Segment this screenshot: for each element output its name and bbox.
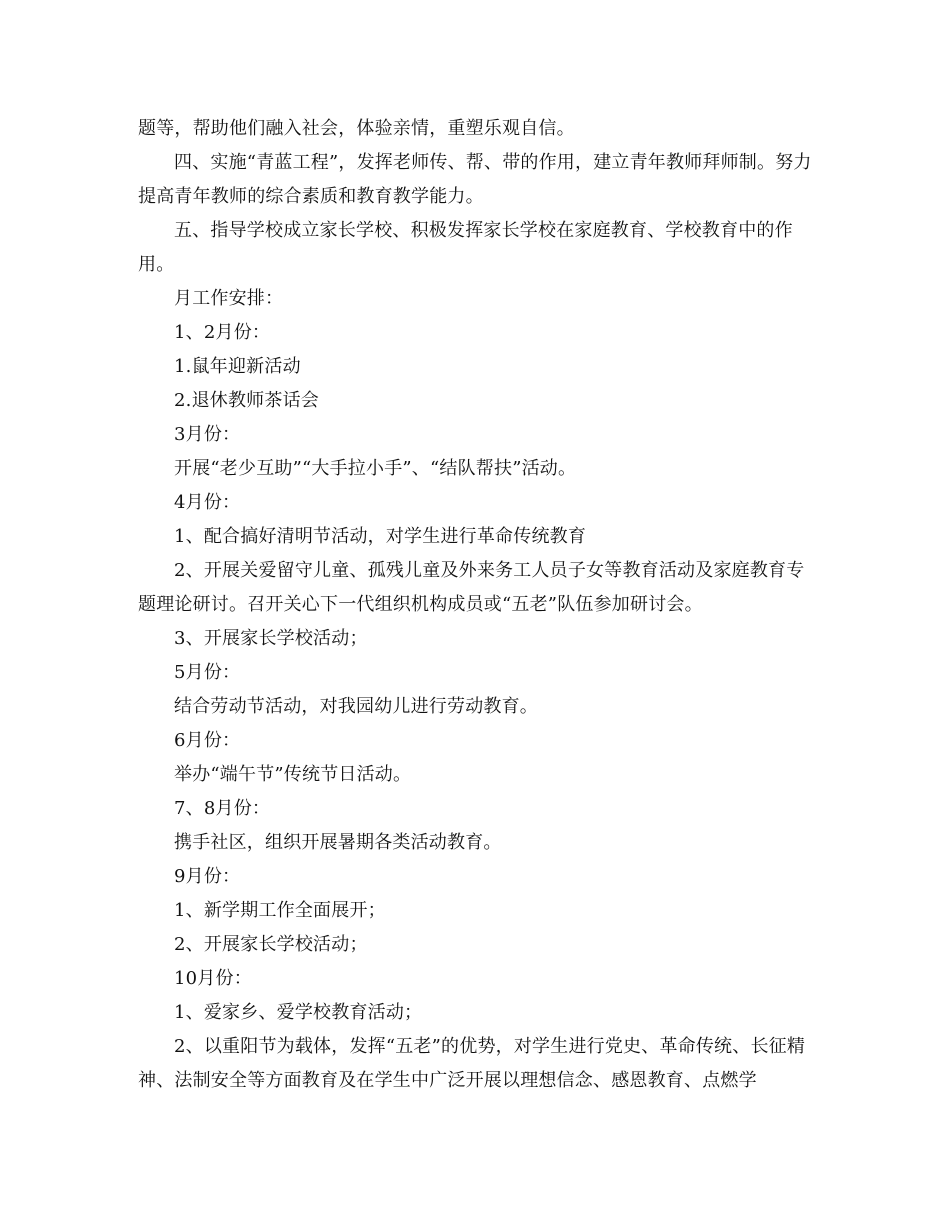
list-item: 举办“端午节”传统节日活动。	[174, 764, 412, 785]
paragraph: 五、指导学校成立家长学校、积极发挥家长学校在家庭教育、学校教育中的作用。	[138, 220, 793, 275]
month-heading: 6月份：	[174, 730, 241, 751]
list-item: 1、新学期工作全面展开；	[174, 900, 386, 921]
paragraph: 四、实施“青蓝工程”，发挥老师传、帮、带的作用，建立青年教师拜师制。努力提高青年教师的综合素质和教育教学能力。	[138, 152, 812, 207]
list-item: 结合劳动节活动，对我园幼儿进行劳动教育。	[174, 696, 538, 717]
month-heading: 3月份：	[174, 424, 241, 445]
list-item: 开展“老少互助”“大手拉小手”、“结队帮扶”活动。	[174, 458, 577, 479]
list-item: 1.鼠年迎新活动	[174, 356, 301, 377]
list-item: 1、配合搞好清明节活动，对学生进行革命传统教育	[174, 526, 587, 547]
month-heading: 7、8月份：	[174, 798, 271, 819]
month-heading: 4月份：	[174, 492, 241, 513]
list-item: 1、爱家乡、爱学校教育活动；	[174, 1002, 423, 1023]
section-heading: 月工作安排：	[174, 288, 284, 309]
month-heading: 1、2月份：	[174, 322, 271, 343]
month-heading: 10月份：	[174, 968, 252, 989]
list-item: 2、以重阳节为载体，发挥“五老”的优势，对学生进行党史、革命传统、长征精神、法制安全等方面教育及在学生中广泛开展以理想信念、感恩教育、点燃学	[138, 1036, 806, 1091]
list-item: 携手社区，组织开展暑期各类活动教育。	[174, 832, 502, 853]
paragraph: 题等，帮助他们融入社会，体验亲情，重塑乐观自信。	[138, 118, 575, 139]
document-body	[138, 112, 818, 1098]
month-heading: 5月份：	[174, 662, 241, 683]
list-item: 2、开展家长学校活动；	[174, 934, 368, 955]
list-item: 3、开展家长学校活动；	[174, 628, 368, 649]
list-item: 2、开展关爱留守儿童、孤残儿童及外来务工人员子女等教育活动及家庭教育专题理论研讨。召开关心下一代组织机构成员或“五老”队伍参加研讨会。	[138, 560, 805, 615]
month-heading: 9月份：	[174, 866, 241, 887]
list-item: 2.退休教师茶话会	[174, 390, 319, 411]
